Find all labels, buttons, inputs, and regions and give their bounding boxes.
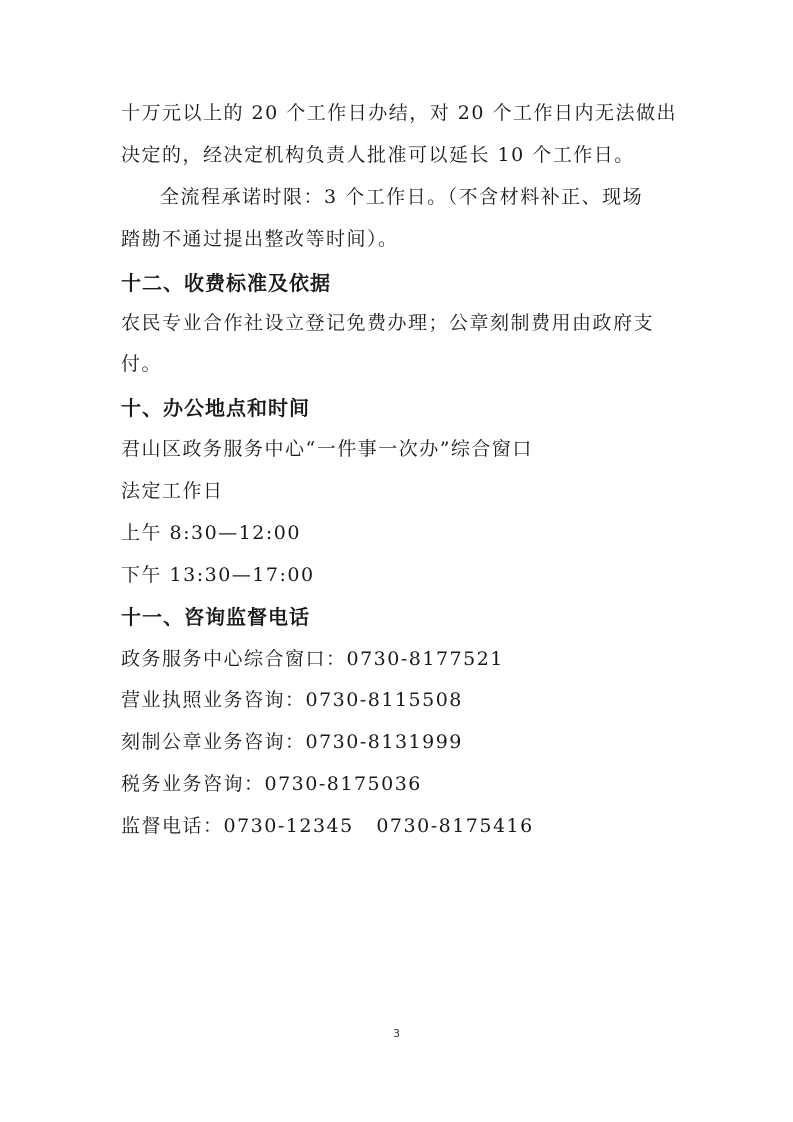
- location-line-3: 上午 8:30—12:00: [121, 522, 301, 544]
- location-heading: 十、办公地点和时间: [121, 396, 310, 420]
- contact-heading: 十一、咨询监督电话: [121, 605, 310, 629]
- page-number: 3: [393, 1027, 400, 1040]
- contact-line-5: 监督电话：0730-12345 0730-8175416: [121, 815, 534, 837]
- contact-line-2: 营业执照业务咨询：0730-8115508: [121, 689, 463, 711]
- processing-line-3: 全流程承诺时限：3 个工作日。（不含材料补正、现场: [160, 186, 644, 208]
- fees-line-2: 付。: [121, 353, 163, 375]
- location-line-2: 法定工作日: [121, 480, 224, 502]
- contact-line-3: 刻制公章业务咨询：0730-8131999: [121, 731, 463, 753]
- contact-line-4: 税务业务咨询：0730-8175036: [121, 773, 422, 795]
- fees-heading: 十二、收费标准及依据: [121, 271, 331, 295]
- processing-line-2: 决定的，经决定机构负责人批准可以延长 10 个工作日。: [121, 144, 635, 166]
- location-line-1: 君山区政务服务中心“一件事一次办”综合窗口: [121, 438, 533, 460]
- contact-line-1: 政务服务中心综合窗口：0730-8177521: [121, 648, 504, 670]
- location-line-4: 下午 13:30—17:00: [121, 564, 315, 586]
- processing-line-1: 十万元以上的 20 个工作日办结，对 20 个工作日内无法做出: [121, 102, 678, 124]
- processing-line-4: 踏勘不通过提出整改等时间）。: [121, 228, 399, 250]
- fees-line-1: 农民专业合作社设立登记免费办理；公章刻制费用由政府支: [121, 312, 655, 334]
